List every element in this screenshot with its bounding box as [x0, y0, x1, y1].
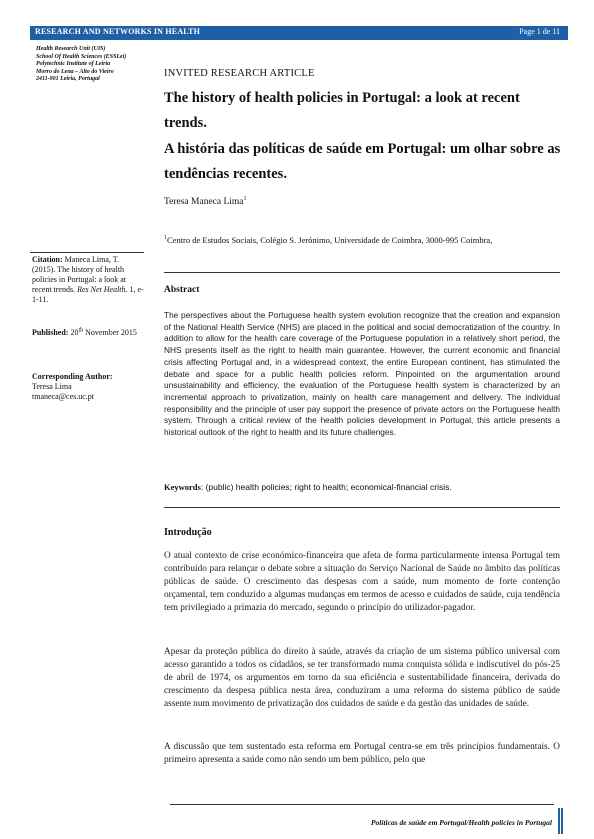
running-footer: Políticas de saúde em Portugal/Health policies in Portugal [370, 818, 552, 827]
author-name [164, 197, 247, 207]
published-month-year: November 2015 [85, 328, 137, 337]
intro-paragraph-3: A discussão que tem sustentado esta reforma em Portugal centra-se em três princípios fundamentais. O primeiro apresenta a saúde como não sendo um bem público, pelo que [164, 742, 560, 765]
corresponding-name: Teresa Lima [32, 382, 72, 391]
affiliation-line: Morro do Lena – Alto do Vieiro [36, 68, 114, 75]
article-type-label: INVITED RESEARCH ARTICLE [164, 68, 315, 79]
citation-label: Citation: [32, 255, 63, 264]
corresponding-email[interactable]: tmaneca@ces.uc.pt [32, 392, 95, 401]
published-label: Published: [32, 328, 69, 337]
title-english: The history of health policies in Portugal: a look at recent trends. [164, 90, 520, 131]
affiliation-line: Polytechnic Institute of Leiria [36, 61, 111, 67]
page-number: Page 1 de 11 [519, 27, 560, 36]
published-day-suffix: th [78, 327, 84, 334]
published-block [32, 328, 144, 338]
author-name-text: Teresa Maneca Lima [164, 197, 244, 207]
institution [164, 235, 492, 245]
intro-paragraph-1: O atual contexto de crise económico-financeira que afeta de forma particularmente intensa Portugal tem contribuído para relançar o debate sobre a situação do Serviço Nacional de Saúde no âmbito das políticas públicas de saúde. O crescimento das despesas com a saúde, num momento de forte contenção orçamental, tem conduzido a algumas mudanças em termos de acesso e cuidados de saúde, cuja tendência tem privilegiado a primazia do mercado, segundo o princípio do utilizador-pagador. [164, 551, 560, 613]
sidebar-divider [30, 252, 144, 253]
corresponding-label: Corresponding Author: [32, 372, 113, 381]
title-portuguese: A história das políticas de saúde em Portugal: um olhar sobre as tendências recentes. [164, 141, 561, 182]
published-day: 20 [70, 328, 79, 337]
affiliation-line: 2411-901 Leiria, Portugal [36, 76, 100, 82]
journal-header-bar [30, 26, 568, 40]
affiliation-line: School Of Health Sciences (ESSLei) [36, 53, 127, 60]
abstract-bottom-rule [164, 507, 560, 508]
citation-block [32, 255, 144, 305]
author-affiliation-mark: 1 [243, 195, 247, 202]
institution-mark: 1 [164, 235, 167, 242]
abstract-top-rule [164, 272, 560, 273]
corresponding-author-block [32, 372, 144, 402]
keywords-label: Keywords [164, 482, 201, 492]
journal-name: RESEARCH AND NETWORKS IN HEALTH [35, 27, 201, 36]
intro-paragraph-2: Apesar da proteção pública do direito à saúde, através da criação de um sistema público universal com acesso garantido a todos os cidadãos, se ter transformado numa conquista sólida e indiscutível do pós-25 de abril de 1974, os argumentos em torno da sua eficiência e sustentabilidade financeira, derivada do crescimento da despesa pública nesta área, conduziram a uma reforma do sistema público de saúde assente num movimento de privatização dos cuidados de saúde e da gestão das unidades de saúde. [164, 647, 560, 709]
citation-journal: Res Net Health. [77, 285, 128, 294]
abstract-heading: Abstract [164, 285, 200, 295]
affiliation-line: Health Research Unit (UIS) [36, 46, 106, 52]
affiliation-block [36, 46, 156, 84]
introduction-heading: Introdução [164, 527, 212, 538]
footer-rule [170, 804, 554, 805]
footer-bars-decoration [558, 808, 566, 834]
citation-text: Maneca Lima, T. (2015). The history of health policies in Portugal: a look at recent trends. [32, 255, 126, 294]
citation-volume: 1, e-1-11. [32, 285, 144, 304]
institution-text: Centro de Estudos Sociais, Colégio S. Jerónimo, Universidade de Coimbra, 3000-995 Coimbra, [167, 235, 493, 245]
abstract-text: The perspectives about the Portuguese health system evolution recognize that the creation and expansion of the National Health Service (NHS) are placed in the political and social democratization of the country. In addition to allow for the health care coverage of the Portuguese population in a relatively short period, the NHS presents itself as the right to health main guarantee. However, the current economic and financial crisis affecting Portugal and, in a widespread context, the entire European continent, has stimulated the debate and space for a public health policies reform. Pinpointed on the argumentation around unsustainability and efficiency, the evaluation of the Portuguese health system is characterized by an incremental approach to privatization, mainly on health care management and delivery. The individual responsibility and the principle of user pay support the presence of private actors on the Portuguese health system. Through a critical review of the health policies development in Portugal, this article presents a historical outlook of the right to health and its future challenges. [164, 310, 560, 438]
keywords [164, 482, 560, 492]
keywords-text: : (public) health policies; right to health; economical-financial crisis. [200, 482, 452, 492]
